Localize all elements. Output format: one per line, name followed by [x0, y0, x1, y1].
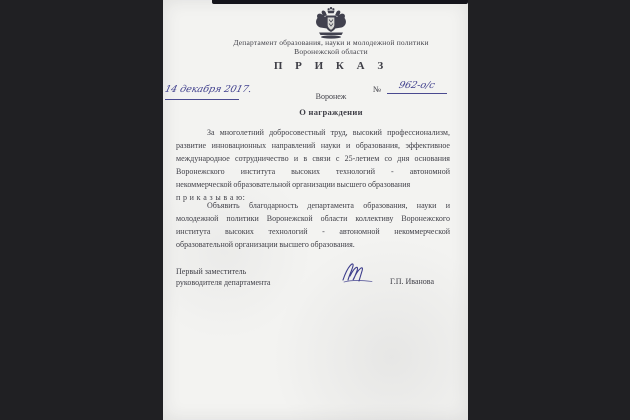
signatory-title	[176, 266, 270, 288]
scanned-document-page	[163, 0, 468, 420]
body-line: Объявить благодарность департамента образования, науки и	[207, 201, 450, 210]
subject-line: О награждении	[299, 107, 363, 117]
signatory-title-line1: Первый заместитель	[176, 267, 247, 276]
body-line: образовательной организации высшего образования.	[176, 240, 355, 249]
body-line: института высоких технологий - автономной некоммерческой	[176, 227, 450, 236]
org-name-line1: Департамент образования, науки и молодежной политики	[233, 38, 429, 47]
number-sign-label: №	[373, 84, 382, 94]
city-line: Воронеж	[315, 92, 347, 101]
issuing-organization	[194, 38, 468, 56]
signatory-name: Г.П. Иванова	[390, 277, 435, 286]
body-paragraph-1	[176, 126, 450, 204]
org-name-line2: Воронежской области	[294, 47, 368, 56]
coat-of-arms-icon	[308, 6, 354, 40]
body-line: международное сотрудничество и в связи с 25-летием со дня основания	[176, 154, 450, 163]
signatory-title-line2: руководителя департамента	[176, 278, 271, 287]
handwritten-number: 962-о/с	[397, 80, 437, 91]
scan-artifact-band	[212, 0, 468, 4]
body-paragraph-2	[176, 199, 450, 251]
document-type-title: П Р И К А З	[273, 60, 389, 72]
handwritten-signature-icon	[339, 258, 381, 290]
body-line: развитие инновационных направлений науки и образования, эффективное	[176, 141, 450, 150]
body-line: За многолетний добросовестный труд, высокий профессионализм,	[207, 128, 450, 137]
body-line: Воронежского института высоких технологий - автономной	[176, 167, 450, 176]
body-line: некоммерческой образовательной организации высшего образования	[176, 180, 411, 189]
body-line: молодежной политики Воронежской области коллективу Воронежского	[176, 214, 450, 223]
handwritten-date: 14 декабря 2017.	[163, 84, 253, 95]
directive-line: п р и к а з ы в а ю:	[176, 193, 246, 202]
